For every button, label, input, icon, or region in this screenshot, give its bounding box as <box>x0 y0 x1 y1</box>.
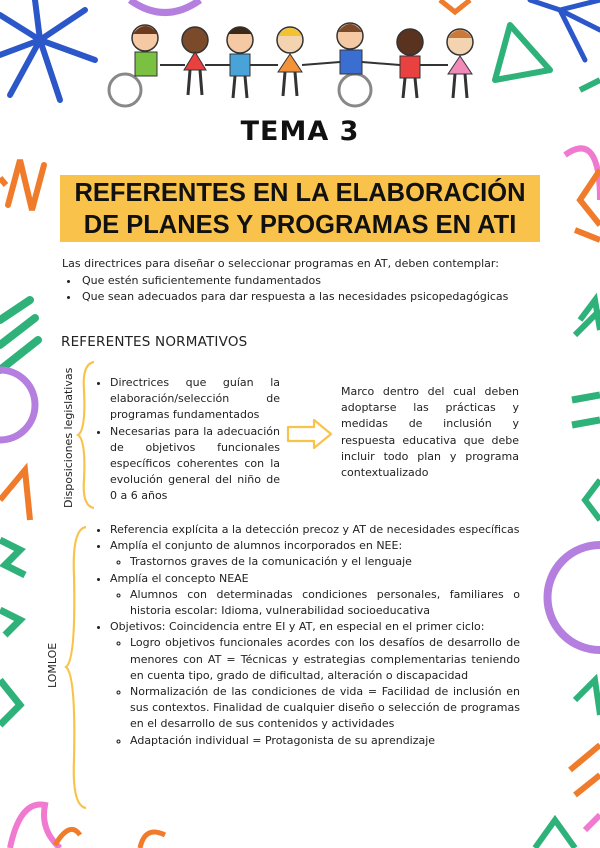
intro-list <box>62 273 542 306</box>
sub-list-item: ◦ Trastornos graves de la comunicación y el lenguaje <box>130 554 520 570</box>
section-heading: REFERENTES NORMATIVOS <box>61 334 248 350</box>
list-item: • Amplía el concepto NEAE ◦ Alumnos con determinadas condiciones personales, familiares o historia escolar: Idioma, vulnerabilidad socioeducativa <box>110 571 520 620</box>
list-item: • Directrices que guían la elaboración/selección de programas fundamentados <box>110 375 280 424</box>
disposiciones-list <box>94 375 280 505</box>
intro-lead: Las directrices para diseñar o seleccionar programas en AT, deben contemplar: <box>62 257 499 270</box>
sub-list-item: ◦ Logro objetivos funcionales acordes con los desafíos de desarrollo de menores con AT = Técnicas y estrategias complementarias teniendo en cuenta tipo, grado de dificultad, alteración o discapacidad <box>130 635 520 684</box>
sub-list-item: ◦ Normalización de las condiciones de vida = Facilidad de inclusión en sus contextos. Finalidad de cualquier diseño o selección de programas en el desarrollo de sus contenidos y actividades <box>130 684 520 733</box>
page-title: TEMA 3 <box>240 116 360 147</box>
lomloe-list <box>94 522 520 749</box>
list-item: • Objetivos: Coincidencia entre EI y AT, en especial en el primer ciclo: ◦ Logro objetivos funcionales acordes con los desafíos de desarrollo de menores con AT = Técnicas y estrategias complementarias teniendo en cuenta tipo, grado de dificultad, alteración o discapacidad ◦ Normalización de las condiciones de vida = Facilidad de inclusión en sus contextos. Finalidad de cualquier diseño o selección de programas en el desarrollo de sus contenidos y actividades ◦ Adaptación individual = Protagonista de su aprendizaje <box>110 619 520 749</box>
list-item: • Que estén suficientemente fundamentados <box>80 273 542 290</box>
brace-icon <box>64 525 88 810</box>
banner-title: REFERENTES EN LA ELABORACIÓN DE PLANES Y PROGRAMAS EN ATI <box>74 179 526 239</box>
list-item: • Referencia explícita a la detección precoz y AT de necesidades específicas <box>110 522 520 538</box>
list-item: • Que sean adecuados para dar respuesta a las necesidades psicopedagógicas <box>80 289 542 306</box>
child-figures-icon <box>109 23 473 106</box>
intro-section <box>62 256 542 306</box>
arrow-right-icon <box>286 417 334 451</box>
brace-icon <box>76 360 96 510</box>
starburst-icon <box>0 0 95 100</box>
sub-list-item: ◦ Alumnos con determinadas condiciones personales, familiares o historia escolar: Idioma, vulnerabilidad socioeducativa <box>130 587 520 619</box>
children-illustration <box>100 10 500 110</box>
sub-list-item: ◦ Adaptación individual = Protagonista de su aprendizaje <box>130 733 520 749</box>
lomloe-label: LOMLOE <box>46 642 59 688</box>
list-item: • Necesarias para la adecuación de objetivos funcionales específicos coherentes con la evolución general del niño de 0 a 6 años <box>110 424 280 505</box>
marco-text: Marco dentro del cual deben adoptarse las prácticas y medidas de inclusión y respuesta educativa que debe incluir todo plan y programa contextualizado <box>341 385 519 480</box>
list-item: • Amplía el conjunto de alumnos incorporados en NEE: ◦ Trastornos graves de la comunicación y el lenguaje <box>110 538 520 570</box>
disposiciones-label: Disposiciones legislativas <box>62 367 75 508</box>
